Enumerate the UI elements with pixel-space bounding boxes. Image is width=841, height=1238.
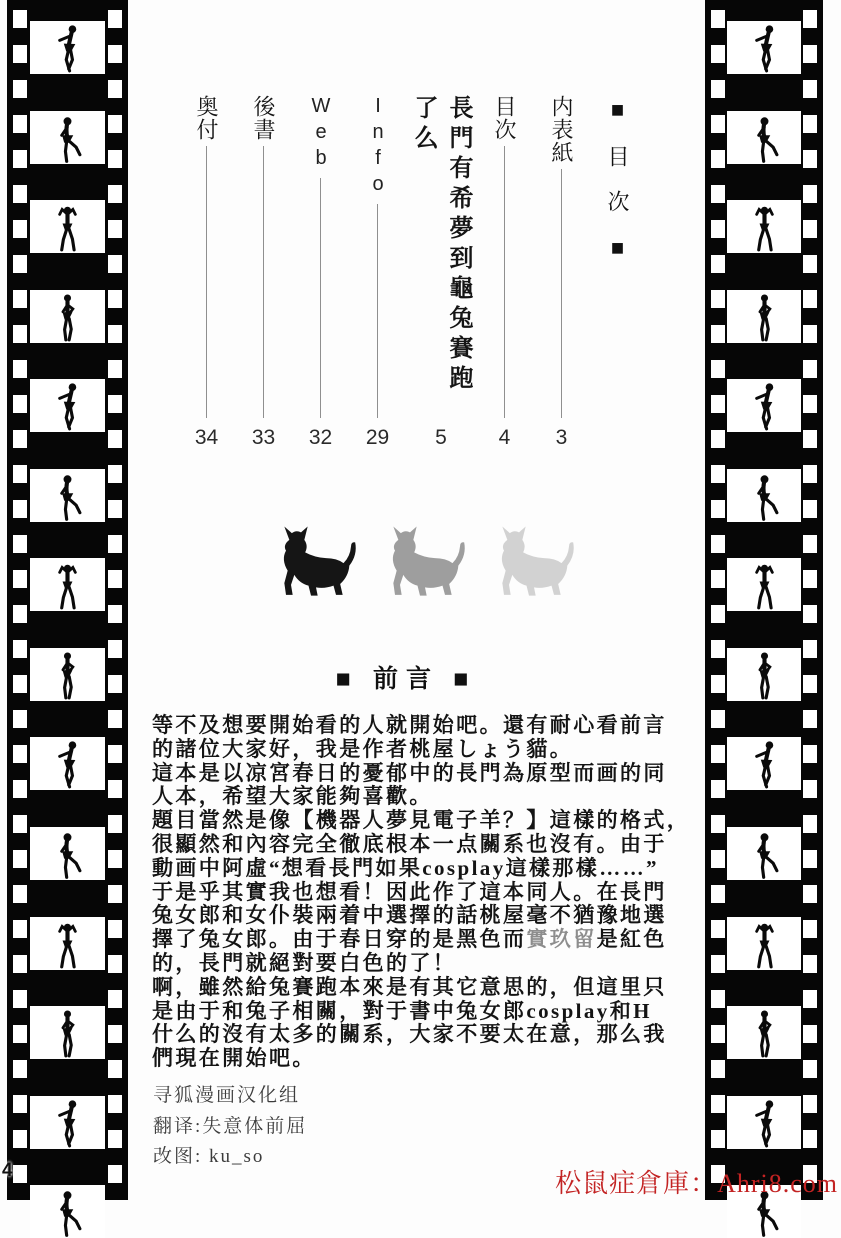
toc-leader-line: [263, 146, 264, 418]
preface-line: 人本，希望大家能夠喜歡。: [152, 784, 433, 809]
preface-line: 啊，雖然給兔賽跑本來是有其它意思的，但這里只: [152, 974, 667, 999]
toc-leader-line: [561, 169, 562, 418]
credit-group: 寻狐漫画汉化组: [153, 1085, 301, 1106]
toc-page-number: 29: [365, 426, 390, 449]
toc-entry: [406, 95, 476, 451]
preface-line: 題目當然是像【機器人夢見電子羊？】這樣的格式，: [152, 808, 691, 833]
preface-line: 的，長門就絕對要白色的了！: [152, 950, 457, 975]
film-frame: [727, 1006, 801, 1059]
preface-line: 于是乎其實我也想看！因此作了這本同人。在長門: [152, 879, 667, 904]
toc-entry: [178, 95, 235, 451]
toc-page-number: 32: [308, 426, 333, 449]
preface-line: 的諸位大家好，我是作者桃屋しょう貓。: [152, 736, 574, 761]
dancer-hand-on-hip-icon: [51, 293, 84, 343]
film-frame: [30, 827, 105, 880]
dancer-kick-icon: [51, 1188, 84, 1238]
dancer-lean-icon: [51, 1099, 84, 1149]
film-frame: [727, 1096, 801, 1149]
preface-line-part: 擇了兔女郎。由于春日穿的是黑色而: [152, 927, 527, 952]
toc-page-number: 34: [194, 426, 219, 449]
preface-line: [152, 928, 712, 952]
dancer-lean-icon: [748, 1099, 781, 1149]
credits-block: [153, 1081, 307, 1173]
toc-entry-label: 奥付: [194, 95, 219, 141]
preface-body: [152, 714, 712, 1071]
cat-silhouette-light: [484, 520, 584, 598]
film-frame: [30, 111, 105, 164]
dancer-hand-on-hip-icon: [748, 1009, 781, 1059]
watermark: 松鼠症倉庫：Ahri8.com: [555, 1169, 838, 1198]
toc-entry-label: 内表紙: [549, 95, 574, 164]
film-frame: [30, 737, 105, 790]
dancer-lean-icon: [748, 24, 781, 74]
dancer-lean-icon: [748, 740, 781, 790]
cats-row: [266, 520, 584, 598]
credit-retouch: 改图: ku_so: [153, 1146, 265, 1167]
film-frame: [727, 917, 801, 970]
film-frame: [30, 469, 105, 522]
toc-page-number: 4: [498, 426, 511, 449]
dancer-hand-on-hip-icon: [51, 1009, 84, 1059]
film-frame: [727, 827, 801, 880]
dancer-hands-on-head-icon: [51, 203, 84, 253]
dancer-hands-on-head-icon: [748, 203, 781, 253]
toc-entry: [292, 95, 349, 451]
preface-line: 等不及想要開始看的人就開始吧。還有耐心看前言: [152, 713, 667, 737]
toc-entry-label: 長門有希夢到龜兔賽跑了么: [410, 95, 471, 395]
film-frame: [30, 21, 105, 74]
film-strip-left-frames: [7, 0, 128, 1200]
toc-entry-label: Info: [367, 95, 389, 199]
toc-header: ■目次■: [605, 97, 630, 283]
preface-line-part: 是紅色: [596, 927, 667, 952]
film-frame: [727, 558, 801, 611]
dancer-lean-icon: [51, 382, 84, 432]
film-frame: [727, 469, 801, 522]
film-frame: [727, 379, 801, 432]
dancer-hands-on-head-icon: [51, 920, 84, 970]
film-frame: [30, 200, 105, 253]
toc-entries: [190, 95, 590, 451]
dancer-hands-on-head-icon: [748, 561, 781, 611]
cat-silhouette-gray: [375, 520, 475, 598]
preface-line-part: 實玖留: [526, 927, 597, 952]
dancer-hand-on-hip-icon: [748, 651, 781, 701]
dancer-hands-on-head-icon: [51, 561, 84, 611]
dancer-kick-icon: [51, 830, 84, 880]
toc-entry: [476, 95, 533, 451]
preface-line: 什么的沒有太多的關系，大家不要太在意，那么我: [152, 1022, 667, 1047]
toc-page-number: 3: [555, 426, 568, 449]
preface-line: 很顯然和內容完全徹底根本一点關系也沒有。由于: [152, 831, 667, 856]
film-frame: [30, 648, 105, 701]
page-number: 4: [2, 1160, 13, 1181]
toc-leader-line: [377, 204, 378, 418]
dancer-kick-icon: [748, 114, 781, 164]
toc-page-number: 33: [251, 426, 276, 449]
cat-silhouette-black: [266, 520, 366, 598]
preface-header: ■ 前言 ■: [335, 666, 477, 693]
toc-leader-line: [504, 146, 505, 418]
preface-line: 們現在開始吧。: [152, 1046, 316, 1071]
film-frame: [30, 1096, 105, 1149]
film-frame: [727, 200, 801, 253]
toc-leader-line: [206, 146, 207, 418]
preface-line: 動画中阿虛“想看長門如果cosplay這樣那樣……”: [152, 855, 659, 880]
toc-entry-label: 目次: [492, 95, 517, 141]
film-frame: [727, 290, 801, 343]
dancer-kick-icon: [51, 472, 84, 522]
dancer-kick-icon: [51, 114, 84, 164]
dancer-lean-icon: [51, 24, 84, 74]
film-strip-right-frames: [705, 0, 823, 1200]
dancer-lean-icon: [51, 740, 84, 790]
toc-entry: [349, 95, 406, 451]
dancer-hands-on-head-icon: [748, 920, 781, 970]
dancer-kick-icon: [748, 472, 781, 522]
film-strip-right: [705, 0, 823, 1200]
preface-line: 是由于和兔子相關，對于書中兔女郎cosplay和H: [152, 998, 652, 1023]
film-frame: [727, 21, 801, 74]
credit-translator: 翻译:失意体前屈: [153, 1115, 308, 1137]
dancer-lean-icon: [748, 382, 781, 432]
toc-entry-label: Web: [310, 95, 332, 173]
film-frame: [727, 648, 801, 701]
film-strip-left: [7, 0, 128, 1200]
film-frame: [30, 379, 105, 432]
dancer-hand-on-hip-icon: [748, 293, 781, 343]
film-frame: [30, 1006, 105, 1059]
toc-leader-line: [320, 178, 321, 418]
dancer-hand-on-hip-icon: [51, 651, 84, 701]
film-frame: [30, 290, 105, 343]
preface-line: 這本是以凉宮春日的憂郁中的長門為原型而画的同: [152, 760, 667, 785]
dancer-kick-icon: [748, 830, 781, 880]
film-frame: [727, 111, 801, 164]
film-frame: [30, 558, 105, 611]
toc-entry-label: 後書: [251, 95, 276, 141]
film-frame: [30, 1185, 105, 1238]
toc-entry: [533, 95, 590, 451]
film-frame: [30, 917, 105, 970]
toc-page-number: 5: [435, 426, 447, 449]
toc-entry: [235, 95, 292, 451]
film-frame: [727, 737, 801, 790]
preface-line: 兔女郎和女仆裝兩着中選擇的話桃屋毫不猶豫地選: [152, 903, 667, 928]
